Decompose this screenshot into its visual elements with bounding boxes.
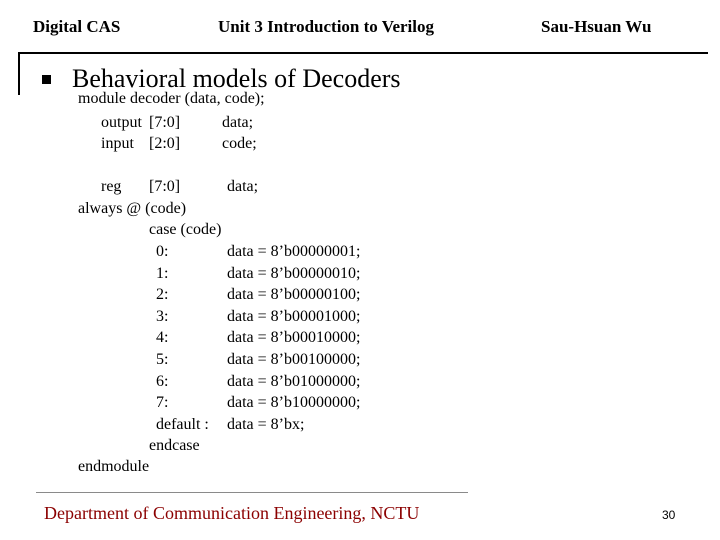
code-output-range: [7:0] (149, 114, 181, 131)
code-case-line: case (code) (149, 221, 222, 238)
footer-rule (36, 492, 468, 493)
case-label: 3: (156, 307, 169, 325)
case-statement: data = 8’b00000100; (227, 286, 361, 304)
case-label: 1: (156, 264, 169, 282)
code-output-signal: data; (222, 114, 254, 131)
code-endmodule-line: endmodule (78, 458, 150, 475)
code-reg-keyword: reg (101, 178, 122, 195)
case-statement: data = 8’bx; (227, 415, 305, 433)
page-number: 30 (662, 508, 676, 522)
case-label: 6: (156, 372, 169, 390)
code-input-keyword: input (101, 135, 134, 152)
case-statement: data = 8’b00001000; (227, 307, 361, 325)
slide-title: Behavioral models of Decoders (72, 64, 401, 93)
case-statement: data = 8’b00100000; (227, 351, 361, 368)
case-label: 5: (156, 351, 169, 368)
case-statement: data = 8’b00000010; (227, 264, 361, 282)
header-unit: Unit 3 Introduction to Verilog (218, 17, 434, 36)
case-label: default : (156, 415, 209, 433)
case-label: 4: (156, 329, 169, 347)
code-always-line: always @ (code) (78, 200, 187, 217)
case-statement: data = 8’b10000000; (227, 394, 361, 412)
header-rule-vertical (18, 52, 20, 95)
case-label: 0: (156, 243, 169, 260)
header-course: Digital CAS (33, 17, 121, 36)
case-label: 7: (156, 394, 169, 412)
case-statement: data = 8’b00000001; (227, 243, 361, 260)
case-statement: data = 8’b00010000; (227, 329, 361, 347)
footer-department: Department of Communication Engineering, NCTU (44, 503, 420, 523)
header-author: Sau-Hsuan Wu (541, 17, 652, 36)
code-input-signal: code; (222, 135, 257, 152)
code-reg-signal: data; (227, 178, 259, 195)
case-statement: data = 8’b01000000; (227, 372, 361, 390)
bullet-square-icon (42, 75, 51, 84)
code-module-line: module decoder (data, code); (78, 90, 265, 107)
code-output-keyword: output (101, 114, 142, 131)
code-input-range: [2:0] (149, 135, 181, 152)
case-label: 2: (156, 286, 169, 304)
code-endcase-line: endcase (149, 437, 200, 454)
header-rule-horizontal (18, 52, 708, 54)
code-reg-range: [7:0] (149, 178, 181, 195)
